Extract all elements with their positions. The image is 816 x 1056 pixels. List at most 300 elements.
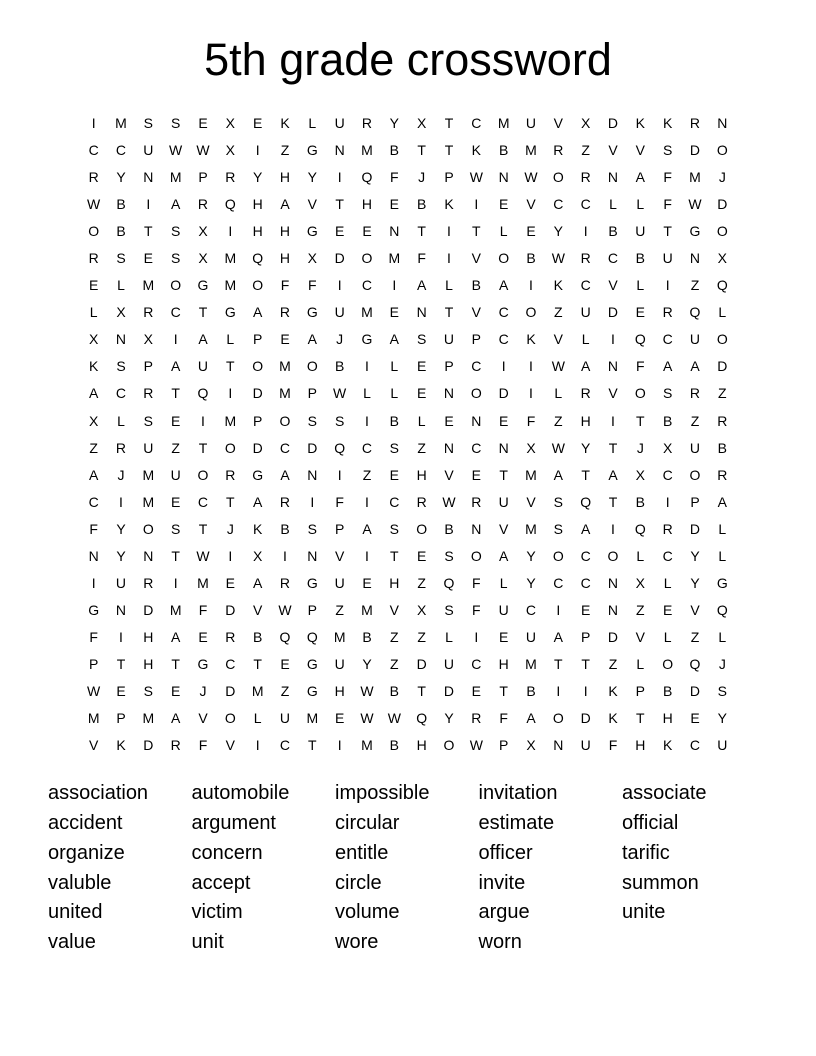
grid-letter: N (443, 385, 455, 402)
word-list-item: victim (191, 901, 243, 924)
grid-letter: B (389, 142, 399, 159)
word-list-column (192, 779, 336, 958)
grid-letter: T (198, 304, 208, 321)
grid-letter: A (88, 466, 99, 483)
grid-letter: C (607, 250, 619, 267)
grid-letter: R (143, 304, 154, 321)
grid-letter: V (553, 115, 563, 131)
grid-letter: Q (716, 601, 728, 618)
grid-letter: B (116, 223, 126, 240)
grid-letter: M (279, 358, 291, 375)
grid-letter: X (580, 115, 591, 131)
grid-letter: Z (718, 385, 727, 402)
grid-letter: Z (390, 655, 399, 672)
grid-letter: A (717, 493, 727, 510)
grid-letter: M (224, 412, 237, 429)
grid-letter: U (662, 250, 673, 267)
grid-letter: W (333, 385, 347, 402)
grid-letter: B (444, 520, 454, 537)
grid-letter: Y (252, 169, 263, 186)
grid-letter: R (553, 142, 564, 159)
grid-letter: V (608, 277, 618, 294)
grid-letter: T (663, 223, 672, 240)
grid-letter: F (89, 628, 98, 645)
grid-letter: P (307, 601, 317, 618)
grid-letter: E (580, 601, 591, 618)
grid-letter: F (663, 169, 672, 186)
grid-letter: V (608, 385, 618, 402)
grid-letter: F (308, 277, 317, 294)
grid-letter: Q (306, 628, 318, 645)
grid-letter: J (226, 520, 234, 537)
grid-letter: X (416, 115, 427, 131)
grid-letter: I (665, 493, 670, 510)
grid-letter: A (280, 466, 290, 483)
grid-letter: A (362, 520, 372, 537)
grid-letter: I (255, 142, 260, 159)
grid-letter: X (252, 547, 263, 564)
grid-letter: E (690, 710, 700, 727)
grid-letter: I (119, 628, 123, 645)
grid-letter: N (607, 169, 619, 186)
grid-letter: F (198, 601, 208, 618)
grid-letter: Y (362, 655, 372, 672)
grid-letter: E (526, 223, 536, 240)
grid-letter: M (361, 142, 373, 159)
grid-letter: M (115, 115, 127, 131)
grid-letter: I (474, 628, 479, 645)
grid-letter: M (361, 737, 373, 754)
grid-letter: Q (224, 196, 236, 213)
grid-letter: K (116, 737, 126, 754)
grid-letter: I (91, 115, 96, 131)
grid-letter: R (662, 304, 673, 321)
grid-letter: O (88, 223, 100, 240)
grid-letter: R (689, 115, 701, 131)
grid-letter: Z (390, 628, 399, 645)
grid-letter: E (280, 331, 290, 348)
grid-letter: L (363, 385, 371, 402)
grid-letter: Z (690, 628, 700, 645)
grid-letter: M (169, 169, 182, 186)
grid-letter: K (280, 115, 290, 131)
grid-letter: Z (417, 574, 426, 591)
grid-letter: S (143, 115, 153, 131)
grid-letter: R (662, 520, 673, 537)
grid-letter: A (498, 277, 509, 294)
grid-letter: S (334, 412, 345, 429)
grid-letter: E (416, 358, 427, 375)
grid-letter: P (143, 358, 153, 375)
grid-letter: O (142, 520, 154, 537)
grid-letter: R (580, 169, 591, 186)
grid-letter: I (501, 358, 506, 375)
grid-letter: Y (307, 169, 317, 186)
grid-letter: L (636, 547, 645, 564)
grid-letter: S (444, 601, 454, 618)
grid-letter: X (526, 439, 536, 456)
grid-letter: L (718, 628, 727, 645)
grid-letter: C (115, 142, 127, 159)
grid-letter: E (225, 574, 235, 591)
grid-letter: A (498, 547, 509, 564)
grid-letter: Q (689, 304, 701, 321)
grid-letter: N (307, 547, 318, 564)
grid-letter: D (225, 682, 236, 699)
grid-letter: T (171, 547, 180, 564)
grid-letter: T (554, 655, 563, 672)
grid-letter: Z (581, 142, 590, 159)
grid-letter: C (471, 439, 482, 456)
grid-letter: Y (553, 223, 563, 240)
grid-letter: W (87, 196, 101, 213)
grid-letter: E (116, 682, 126, 699)
grid-letter: R (471, 493, 482, 510)
grid-letter: R (88, 250, 99, 267)
grid-letter: G (197, 277, 209, 294)
grid-letter: G (689, 223, 701, 240)
grid-letter: H (143, 628, 154, 645)
grid-letter: K (662, 115, 673, 131)
grid-letter: L (390, 358, 399, 375)
grid-letter: T (308, 737, 317, 754)
grid-letter: G (88, 601, 100, 618)
grid-letter: J (418, 169, 426, 186)
grid-letter: B (662, 682, 673, 699)
grid-letter: J (636, 439, 644, 456)
grid-letter: G (306, 682, 318, 699)
grid-letter: I (310, 493, 315, 510)
grid-letter: V (389, 601, 399, 618)
grid-letter: G (252, 466, 264, 483)
grid-letter: P (88, 655, 99, 672)
grid-letter: A (416, 277, 427, 294)
grid-letter: A (170, 196, 181, 213)
grid-letter: L (117, 277, 125, 294)
grid-letter: I (447, 250, 451, 267)
grid-letter: I (365, 547, 369, 564)
grid-letter: V (225, 737, 235, 754)
grid-letter: M (497, 115, 510, 131)
grid-letter: L (636, 655, 645, 672)
grid-letter: I (201, 412, 205, 429)
grid-letter: C (115, 385, 127, 402)
grid-letter: V (608, 142, 618, 159)
grid-letter: Z (280, 142, 290, 159)
grid-letter: P (252, 412, 263, 429)
grid-letter: M (142, 277, 155, 294)
page-title: 5th grade crossword (204, 34, 612, 85)
word-list-item: entitle (335, 841, 389, 864)
grid-letter: H (580, 412, 591, 429)
grid-letter: S (116, 358, 126, 375)
word-list-item: concern (191, 841, 263, 864)
word-list-item: circular (335, 811, 400, 834)
grid-letter: B (635, 250, 645, 267)
grid-letter: E (498, 196, 509, 213)
grid-letter: T (335, 196, 344, 213)
grid-letter: S (416, 331, 427, 348)
grid-letter: K (553, 277, 563, 294)
word-list-item: invite (478, 871, 526, 894)
grid-letter: A (280, 196, 290, 213)
grid-letter: P (444, 169, 454, 186)
grid-letter: R (471, 710, 482, 727)
grid-letter: W (87, 682, 101, 699)
grid-letter: B (526, 682, 536, 699)
grid-letter: S (116, 250, 126, 267)
grid-letter: U (689, 439, 701, 456)
grid-letter: R (88, 169, 99, 186)
grid-letter: D (689, 142, 701, 159)
grid-letter: N (88, 547, 99, 564)
grid-letter: Z (171, 439, 180, 456)
grid-letter: V (471, 304, 481, 321)
grid-letter: I (337, 169, 342, 186)
grid-letter: M (142, 493, 155, 510)
grid-letter: Q (334, 439, 346, 456)
grid-letter: M (142, 710, 155, 727)
word-list-item: worn (478, 931, 522, 954)
grid-letter: O (470, 385, 482, 402)
grid-letter: A (88, 385, 99, 402)
grid-letter: K (526, 331, 536, 348)
grid-letter: O (552, 547, 564, 564)
grid-letter: C (471, 655, 482, 672)
grid-letter: T (226, 358, 235, 375)
grid-letter: C (662, 466, 673, 483)
grid-letter: H (416, 737, 427, 754)
grid-letter: A (198, 331, 208, 348)
grid-letter: L (636, 277, 645, 294)
grid-letter: T (608, 439, 618, 456)
grid-letter: P (252, 331, 263, 348)
grid-letter: O (224, 439, 236, 456)
grid-letter: Z (690, 412, 700, 429)
grid-letter: Q (416, 710, 428, 727)
grid-letter: J (718, 655, 726, 672)
grid-letter: U (580, 737, 591, 754)
grid-letter: F (198, 737, 208, 754)
grid-letter: W (524, 169, 538, 186)
grid-letter: P (198, 169, 208, 186)
grid-letter: G (716, 574, 728, 591)
grid-letter: F (280, 277, 290, 294)
grid-letter: L (117, 412, 125, 429)
word-list-item: official (622, 811, 679, 834)
grid-letter: W (360, 682, 374, 699)
word-list-column (48, 779, 192, 958)
grid-letter: M (142, 466, 155, 483)
grid-letter: E (389, 196, 399, 213)
grid-letter: U (689, 331, 701, 348)
grid-letter: I (611, 412, 615, 429)
grid-letter: C (553, 196, 564, 213)
grid-letter: D (607, 115, 619, 131)
grid-letter: V (690, 601, 700, 618)
grid-letter: R (279, 493, 291, 510)
grid-letter: T (444, 304, 454, 321)
grid-letter: U (443, 331, 455, 348)
grid-letter: N (143, 547, 154, 564)
grid-letter: H (252, 196, 263, 213)
grid-letter: C (279, 439, 291, 456)
grid-letter: I (529, 385, 533, 402)
grid-letter: Y (116, 520, 126, 537)
grid-letter: W (551, 358, 565, 375)
grid-letter: C (197, 493, 209, 510)
grid-letter: U (334, 655, 345, 672)
grid-letter: H (252, 223, 263, 240)
grid-letter: E (389, 304, 399, 321)
grid-letter: E (198, 115, 208, 131)
grid-letter: M (689, 169, 701, 186)
grid-letter: G (361, 331, 373, 348)
grid-letter: D (252, 385, 263, 402)
word-list-item: summon (622, 871, 699, 894)
grid-letter: Z (608, 655, 618, 672)
grid-letter: O (552, 710, 564, 727)
grid-letter: C (225, 655, 236, 672)
grid-letter: T (116, 655, 126, 672)
grid-letter: S (717, 682, 727, 699)
grid-letter: F (472, 574, 481, 591)
grid-letter: T (417, 142, 426, 159)
grid-letter: Z (417, 439, 426, 456)
grid-letter: M (525, 655, 537, 672)
grid-letter: A (389, 331, 399, 348)
word-list (0, 779, 816, 958)
grid-letter: G (306, 655, 318, 672)
grid-letter: L (89, 304, 98, 321)
grid-letter: I (392, 277, 397, 294)
grid-letter: V (526, 493, 536, 510)
grid-letter: N (498, 439, 509, 456)
grid-letter: A (252, 574, 263, 591)
grid-letter: S (307, 412, 317, 429)
grid-letter: I (665, 277, 670, 294)
word-list-item: unit (191, 931, 224, 954)
grid-letter: T (198, 439, 208, 456)
grid-letter: C (553, 574, 564, 591)
grid-letter: R (143, 574, 154, 591)
grid-letter: U (115, 574, 127, 591)
grid-letter: N (498, 169, 509, 186)
grid-letter: C (88, 142, 99, 159)
grid-letter: Z (554, 304, 563, 321)
word-list-item: officer (478, 841, 533, 864)
grid-letter: J (117, 466, 125, 483)
grid-letter: U (143, 439, 154, 456)
grid-letter: X (88, 412, 99, 429)
grid-letter: Q (252, 250, 264, 267)
grid-letter: K (444, 196, 454, 213)
grid-letter: D (143, 601, 154, 618)
word-list-item: accept (191, 871, 251, 894)
grid-letter: B (416, 196, 427, 213)
grid-letter: O (170, 277, 182, 294)
grid-letter: P (307, 385, 317, 402)
grid-letter: P (334, 520, 345, 537)
grid-letter: O (252, 358, 264, 375)
grid-letter: E (389, 466, 399, 483)
word-list-item: value (48, 931, 96, 954)
grid-letter: E (88, 277, 99, 294)
grid-letter: Y (526, 574, 536, 591)
grid-letter: D (580, 710, 591, 727)
grid-letter: M (525, 142, 537, 159)
grid-letter: O (552, 169, 564, 186)
grid-letter: G (224, 304, 236, 321)
grid-letter: U (580, 304, 591, 321)
grid-letter: B (608, 223, 618, 240)
grid-letter: H (334, 682, 345, 699)
grid-letter: I (119, 493, 123, 510)
grid-letter: Y (717, 710, 727, 727)
grid-letter: O (662, 655, 674, 672)
grid-letter: A (580, 358, 591, 375)
grid-letter: W (469, 737, 483, 754)
grid-letter: Z (636, 601, 645, 618)
grid-letter: O (361, 250, 373, 267)
grid-letter: W (551, 439, 565, 456)
grid-letter: S (143, 412, 153, 429)
grid-letter: I (255, 737, 260, 754)
grid-letter: A (580, 520, 591, 537)
grid-letter: J (718, 169, 726, 186)
grid-letter: M (224, 250, 237, 267)
grid-letter: N (307, 466, 318, 483)
grid-letter: M (169, 601, 182, 618)
grid-letter: D (307, 439, 318, 456)
grid-letter: E (143, 250, 153, 267)
grid-letter: M (279, 385, 291, 402)
grid-letter: B (635, 493, 645, 510)
grid-letter: U (170, 466, 181, 483)
grid-letter: D (225, 601, 236, 618)
grid-letter: U (279, 710, 291, 727)
word-list-item: volume (335, 901, 400, 924)
grid-letter: R (279, 574, 291, 591)
grid-letter: T (198, 520, 208, 537)
grid-letter: T (417, 682, 426, 699)
grid-letter: D (498, 385, 509, 402)
grid-letter: V (498, 520, 509, 537)
grid-letter: I (556, 682, 561, 699)
grid-letter: F (663, 196, 672, 213)
grid-letter: M (525, 466, 537, 483)
grid-letter: T (581, 466, 590, 483)
word-list-item: organize (48, 841, 125, 864)
grid-letter: I (228, 223, 233, 240)
grid-letter: I (173, 331, 178, 348)
grid-letter: M (251, 682, 264, 699)
grid-letter: E (471, 466, 481, 483)
grid-letter: H (143, 655, 154, 672)
grid-letter: F (89, 520, 98, 537)
grid-letter: P (116, 710, 126, 727)
word-list-item: argument (191, 811, 276, 834)
grid-letter: D (334, 250, 345, 267)
grid-letter: C (498, 331, 509, 348)
grid-letter: A (635, 169, 645, 186)
word-list-item: associate (622, 782, 707, 805)
grid-letter: O (197, 466, 209, 483)
grid-letter: S (170, 115, 181, 131)
grid-letter: W (387, 710, 401, 727)
grid-letter: C (580, 547, 591, 564)
grid-letter: V (252, 601, 263, 618)
